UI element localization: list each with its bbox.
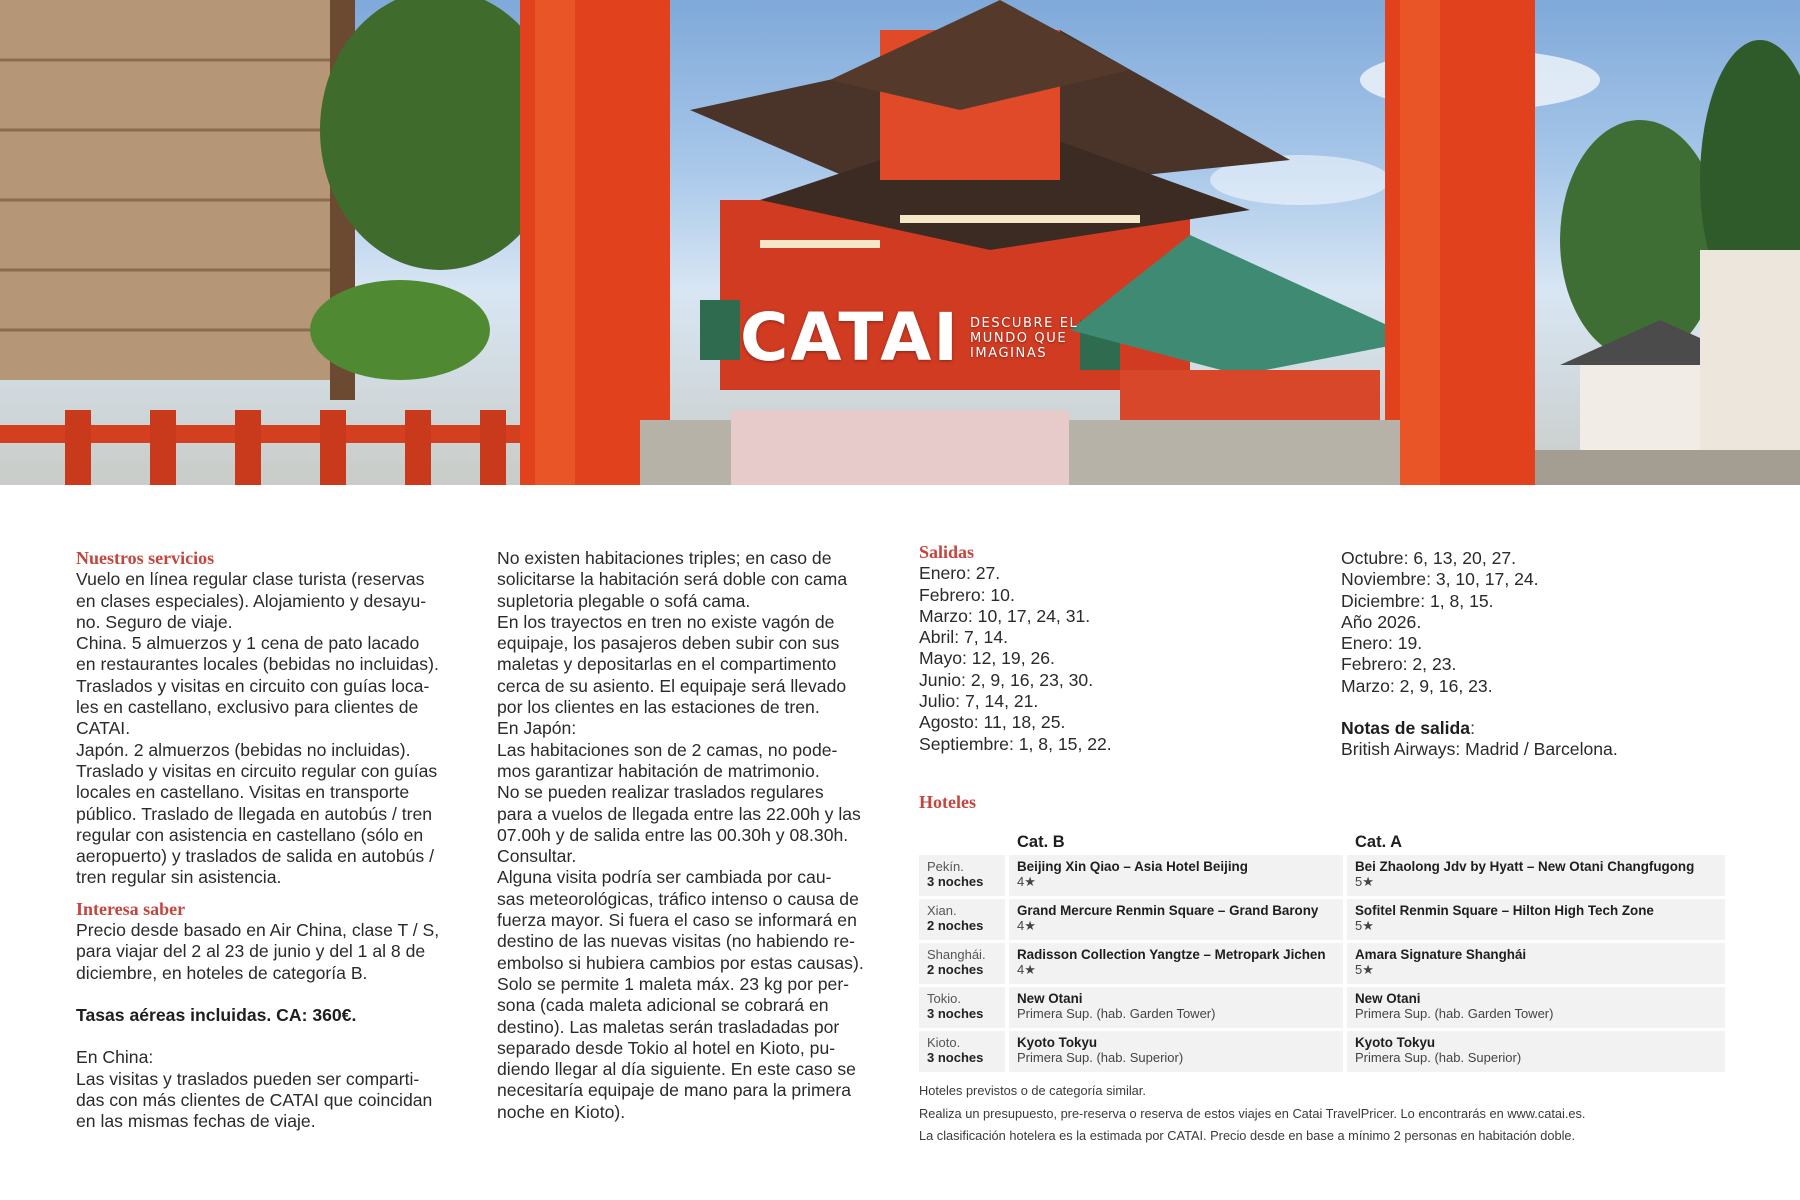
text-line: 07.00h y de salida entre las 00.30h y 08.30h. [497,824,849,845]
text-line: Traslado y visitas en circuito regular con guías [76,760,438,781]
hotel-city-cell [919,1031,1009,1072]
text-line: Febrero: 10. [919,584,1015,605]
hotel-category: Primera Sup. (hab. Superior) [1355,1050,1522,1065]
text-line: Solo se permite 1 maleta máx. 23 kg por per- [497,973,850,994]
text-line: les en castellano, exclusivo para clientes de [76,697,419,718]
hotel-name: New Otani [1355,991,1421,1006]
text-line: Noviembre: 3, 10, 17, 24. [1341,569,1539,590]
text-line: Octubre: 6, 13, 20, 27. [1341,548,1517,568]
hotel-category: 4★ [1017,874,1036,889]
heading-nuestros-servicios: Nuestros servicios [76,548,215,568]
city-nights: 3 noches [927,1050,984,1065]
city-name: Tokio. [927,991,961,1006]
text-line: Las habitaciones son de 2 camas, no pode- [497,739,838,760]
hotel-row [919,987,1725,1028]
text-line: sona (cada maleta adicional se cobrará en [497,995,829,1016]
text-line: La clasificación hotelera es la estimada por CATAI. Precio desde en base a mínimo 2 personas en habitación doble. [919,1128,1576,1143]
text-line: Consultar. [497,846,577,867]
logo-wordmark: CATAI [740,299,960,376]
text-line: Hoteles previstos o de categoría similar. [919,1083,1146,1098]
pink-accent-block [731,410,1069,485]
text-line: China. 5 almuerzos y 1 cena de pato lacado [76,633,420,654]
text-line: destino). Las maletas serán trasladadas por [497,1016,840,1037]
text-line: Julio: 7, 14, 21. [919,691,1039,712]
text-line: Realiza un presupuesto, pre-reserva o reserva de estos viajes en Catai TravelPricer. Lo encontrarás en www.catai.es. [919,1105,1586,1121]
hotels-table-header [919,831,1725,852]
text-line: Año 2026. [1341,611,1422,632]
hotel-row [919,943,1725,984]
japon-text [497,740,881,1123]
text-line: Abril: 7, 14. [919,627,1008,648]
hotel-name: Bei Zhaolong Jdv by Hyatt – New Otani Changfugong [1355,859,1695,874]
text-line: en clases especiales). Alojamiento y desayu- [76,590,427,611]
heading-en-japon: En Japón: [497,718,577,739]
hero-photo [0,0,1800,485]
city-name: Xian. [927,903,957,918]
logo-tagline: DESCUBRE EL MUNDO QUE IMAGINAS [969,315,1079,361]
text-line: CATAI. [76,718,131,739]
text-line: maletas y depositarlas en el compartimento [497,654,837,675]
city-nights: 3 noches [927,874,984,889]
city-nights: 2 noches [927,918,984,933]
text-line: para viajar del 2 al 23 de junio y del 1 al 8 de [76,941,426,962]
hotel-category: 5★ [1355,874,1374,889]
hotel-cat-b-cell [1009,899,1347,940]
hotel-cat-b-cell [1009,1031,1347,1072]
hotel-name: Kyoto Tokyu [1017,1035,1098,1050]
heading-en-china: En China: [76,1047,154,1068]
hotel-name: Sofitel Renmin Square – Hilton High Tech Zone [1355,903,1654,918]
hotel-cat-a-cell [1347,899,1725,940]
catai-logo [740,299,1079,376]
hotel-category: Primera Sup. (hab. Garden Tower) [1017,1006,1216,1021]
notas-de-salida-text: British Airways: Madrid / Barcelona. [1341,739,1618,760]
text-line: Junio: 2, 9, 16, 23, 30. [919,669,1094,690]
column-salidas-cont [1341,548,1761,761]
text-line: locales en castellano. Visitas en transporte [76,782,410,803]
hotel-cat-b-cell [1009,987,1347,1028]
text-line: Agosto: 11, 18, 25. [919,712,1066,733]
text-line: noche en Kioto). [497,1101,626,1122]
hotel-cat-a-cell [1347,987,1725,1028]
notas-de-salida: Notas de salida: [1341,718,1475,739]
text-line: por los clientes en las estaciones de tren. [497,697,820,718]
hotel-city-cell [919,943,1009,984]
text-line: Mayo: 12, 19, 26. [919,648,1055,669]
text-line: regular con asistencia en castellano (sólo en [76,824,424,845]
text-line: En los trayectos en tren no existe vagón de [497,611,835,632]
text-line: Enero: 27. [919,563,1001,584]
heading-interesa-saber: Interesa saber [76,898,186,919]
text-line: Japón. 2 almuerzos (bebidas no incluidas). [76,739,411,760]
text-line: Alguna visita podría ser cambiada por cau- [497,867,832,888]
heading-salidas: Salidas [919,542,975,562]
text-line: embolso si hubiera cambios por estas causas). [497,952,864,973]
text-line: Precio desde basado en Air China, clase T / S, [76,920,440,941]
text-line: Marzo: 10, 17, 24, 31. [919,605,1091,626]
text-line: Diciembre: 1, 8, 15. [1341,590,1494,611]
hotel-name: Grand Mercure Renmin Square – Grand Barony [1017,903,1319,918]
text-line: fuerza mayor. Si fuera el caso se informará en [497,910,857,931]
hotel-name: Amara Signature Shanghái [1355,947,1527,962]
city-name: Shanghái. [927,947,986,962]
hotel-cat-b-cell [1009,943,1347,984]
text-line: tren regular sin asistencia. [76,867,282,888]
tasas-aereas: Tasas aéreas incluidas. CA: 360€. [76,1004,357,1025]
text-line: destino de las nuevas visitas (no habiendo re- [497,931,855,952]
text-line: cerca de su asiento. El equipaje será llevado [497,675,847,696]
text-line: Marzo: 2, 9, 16, 23. [1341,675,1493,696]
interesa-text [76,920,460,984]
city-nights: 3 noches [927,1006,984,1021]
hotel-category: 4★ [1017,918,1036,933]
hotels-header-cat-b: Cat. B [1017,833,1065,851]
text-line: diendo llegar al día siguiente. En este caso se [497,1059,856,1080]
city-nights: 2 noches [927,962,984,977]
hotel-row [919,855,1725,896]
salidas-dates-right [1341,548,1761,697]
hotel-cat-a-cell [1347,855,1725,896]
column-servicios [76,548,460,1132]
hotel-category: Primera Sup. (hab. Superior) [1017,1050,1184,1065]
text-line: das con más clientes de CATAI que coincidan [76,1089,433,1110]
hotel-notes [919,1080,1779,1148]
text-line: para a vuelos de llegada entre las 22.00h y las [497,803,861,824]
hotel-name: New Otani [1017,991,1083,1006]
hotel-category: 5★ [1355,962,1374,977]
habitaciones-text [497,548,881,718]
heading-hoteles: Hoteles [919,792,976,812]
text-line: Enero: 19. [1341,633,1423,654]
servicios-text [76,569,460,888]
text-line: Vuelo en línea regular clase turista (reservas [76,569,425,590]
hotel-city-cell [919,855,1009,896]
hotel-city-cell [919,987,1009,1028]
text-line: No existen habitaciones triples; en caso de [497,548,832,568]
city-name: Pekín. [927,859,964,874]
text-line: Septiembre: 1, 8, 15, 22. [919,733,1112,754]
text-line: Las visitas y traslados pueden ser comparti- [76,1068,420,1089]
text-line: separado desde Tokio al hotel en Kioto, pu- [497,1037,836,1058]
hotels-table [919,828,1725,1075]
hotel-category: 4★ [1017,962,1036,977]
text-line: solicitarse la habitación será doble con cama [497,569,848,590]
salidas-dates-left [919,563,1319,755]
text-line: aeropuerto) y traslados de salida en autobús / [76,846,434,867]
hotel-cat-a-cell [1347,943,1725,984]
text-line: mos garantizar habitación de matrimonio. [497,760,820,781]
hotel-row [919,1031,1725,1072]
hotel-row [919,899,1725,940]
china-text [76,1069,460,1133]
hotel-city-cell [919,899,1009,940]
city-name: Kioto. [927,1035,961,1050]
text-line: diciembre, en hoteles de categoría B. [76,962,368,983]
text-line: público. Traslado de llegada en autobús / tren [76,803,433,824]
hotel-cat-a-cell [1347,1031,1725,1072]
hotel-cat-b-cell [1009,855,1347,896]
hotels-table-body [919,855,1725,1072]
text-line: Traslados y visitas en circuito con guías loca- [76,675,430,696]
text-line: en restaurantes locales (bebidas no incluidas). [76,654,439,675]
hotel-name: Radisson Collection Yangtze – Metropark Jichen [1017,947,1326,962]
text-line: equipaje, los pasajeros deben subir con sus [497,633,840,654]
text-line: No se pueden realizar traslados regulares [497,782,824,803]
text-line: supletoria plegable o sofá cama. [497,590,751,611]
text-line: no. Seguro de viaje. [76,611,233,632]
hotel-category: 5★ [1355,918,1374,933]
text-line: necesitaría equipaje de mano para la primera [497,1080,852,1101]
hotels-header-cat-a: Cat. A [1355,833,1403,851]
text-line: Febrero: 2, 23. [1341,654,1457,675]
text-line: en las mismas fechas de viaje. [76,1111,316,1132]
column-salidas [919,542,1319,755]
hotel-name: Beijing Xin Qiao – Asia Hotel Beijing [1017,859,1248,874]
column-notas-viaje [497,548,881,1123]
hotels-header-city [919,831,1009,852]
hotel-category: Primera Sup. (hab. Garden Tower) [1355,1006,1554,1021]
text-line: sas meteorológicas, tráfico intenso o causa de [497,888,859,909]
hotel-name: Kyoto Tokyu [1355,1035,1436,1050]
